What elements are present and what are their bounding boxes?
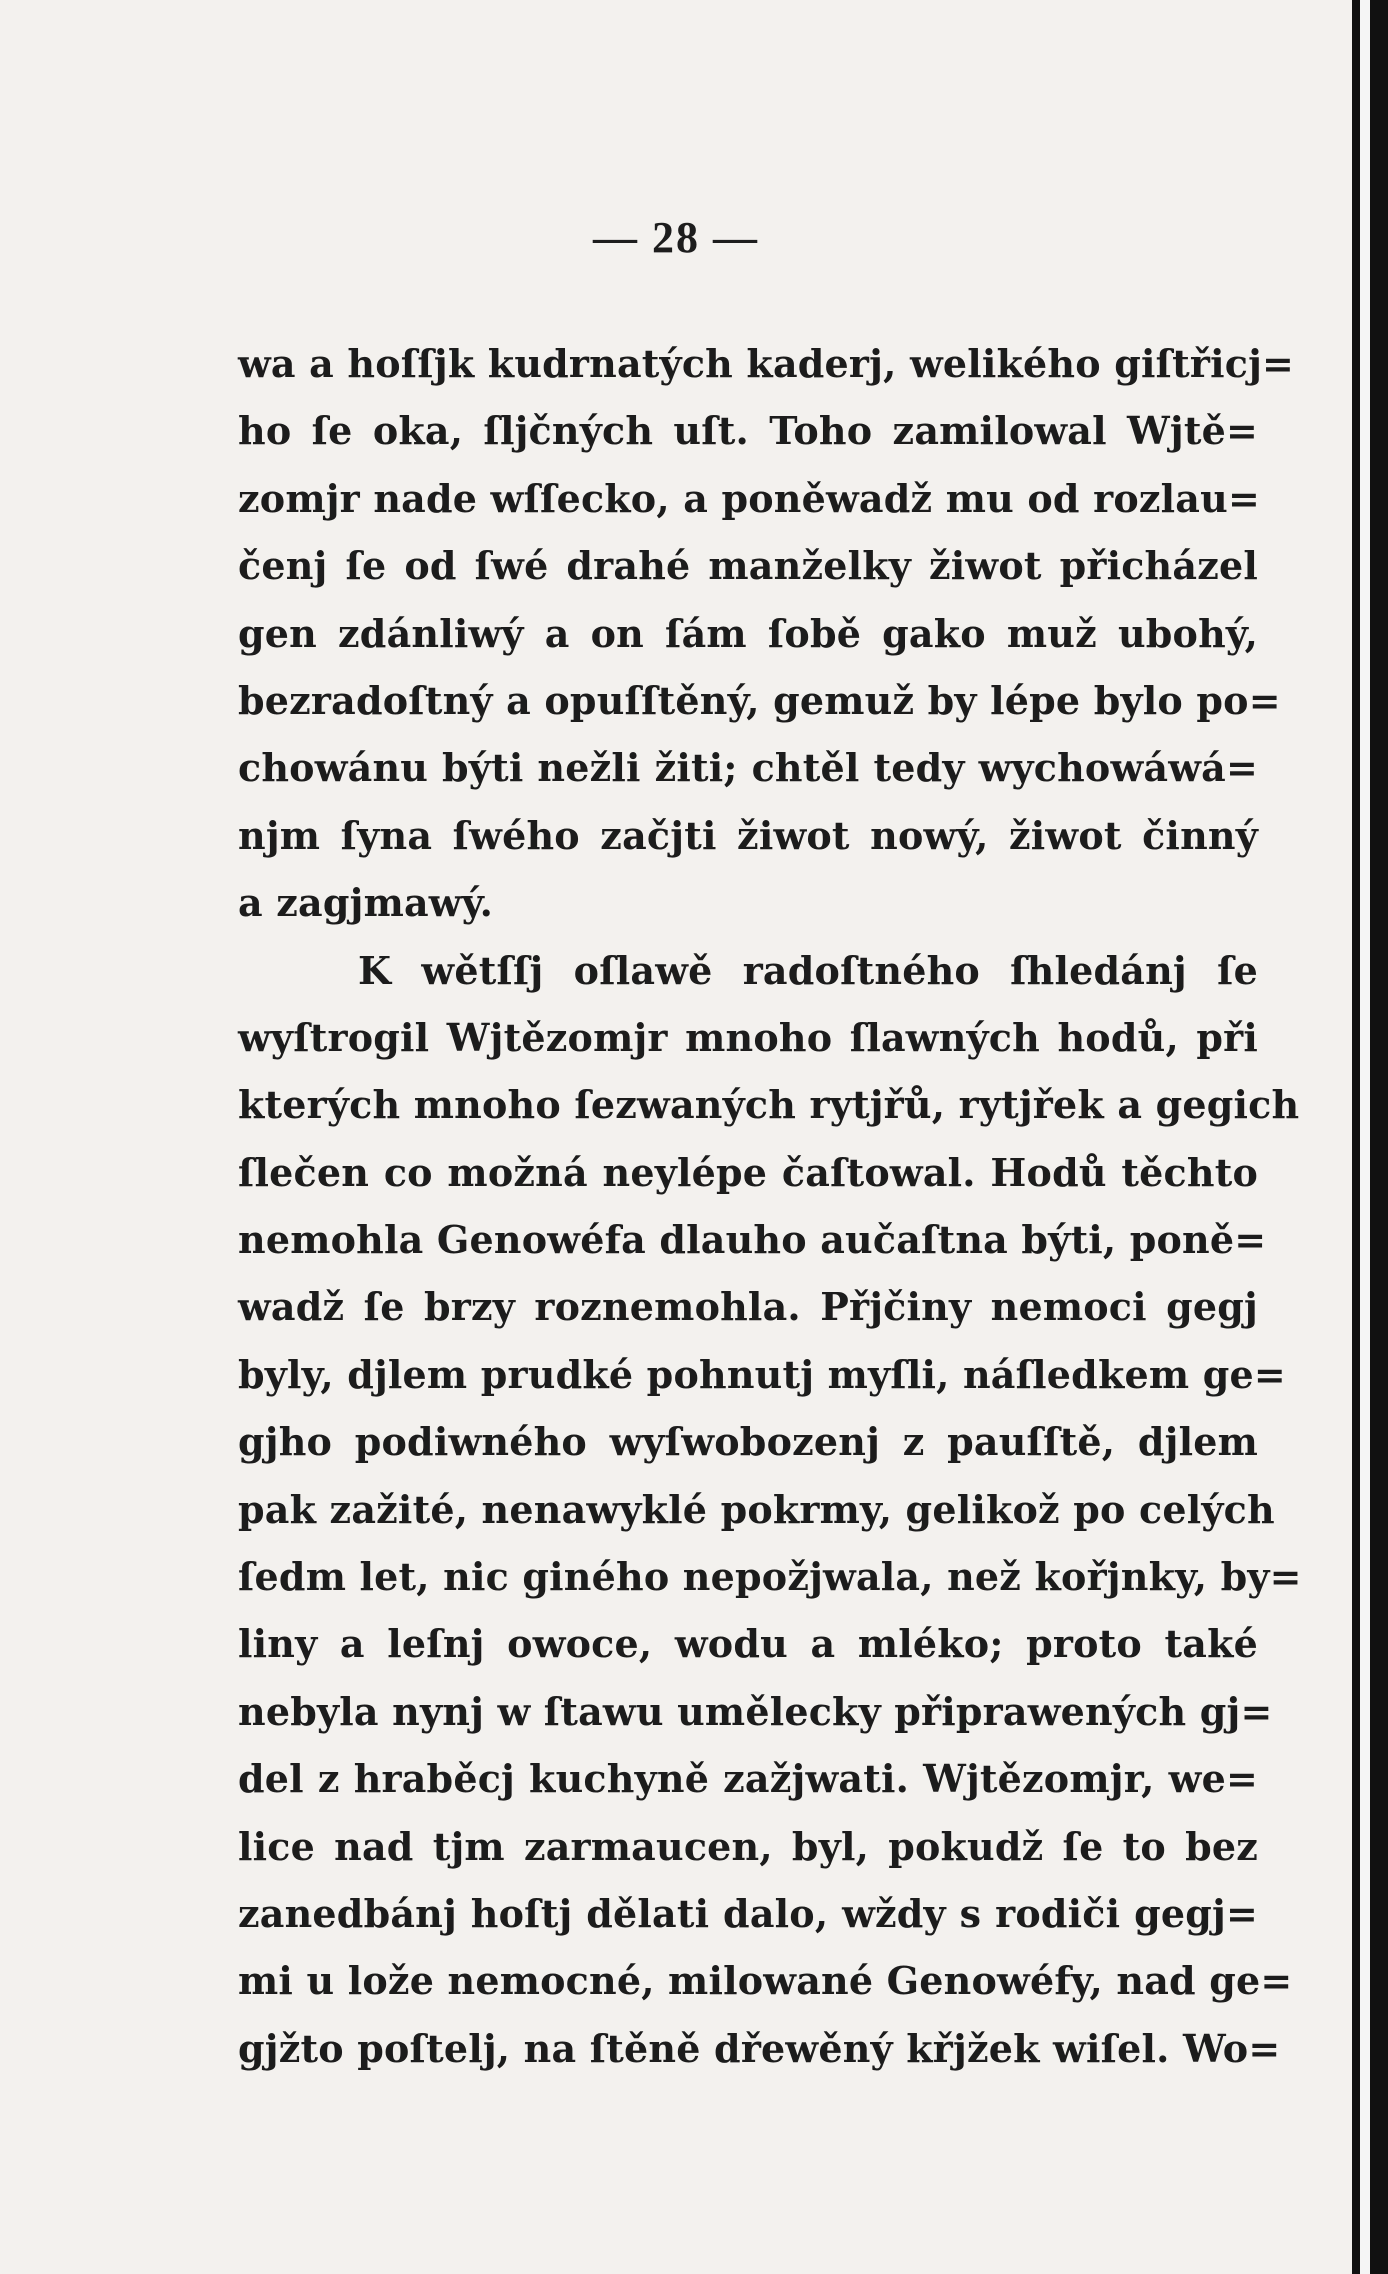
text-line: njm ſyna ſwého začjti žiwot nowý, žiwot činný: [238, 812, 1258, 858]
text-line: čenj ſe od ſwé drahé manželky žiwot přicházel: [238, 543, 1258, 589]
text-line: kterých mnoho ſezwaných rytjřů, rytjřek a gegich: [238, 1082, 1300, 1128]
text-line: chowánu býti nežli žiti; chtěl tedy wychowáwá=: [238, 745, 1258, 791]
text-line: del z hraběcj kuchyně zažjwati. Wjtězomjr, we=: [238, 1756, 1258, 1802]
page-number: — 28 —: [593, 213, 759, 262]
text-line: zomjr nade wſſecko, a poněwadž mu od rozlau=: [238, 475, 1260, 521]
page-edge-strip: [1360, 0, 1370, 2274]
text-line: wadž ſe brzy roznemohla. Přjčiny nemoci gegj: [238, 1284, 1258, 1330]
text-line: wa a hoſſjk kudrnatých kaderj, welikého giſtřicj=: [238, 341, 1295, 386]
text-line: bezradoſtný a opuſſtěný, gemuž by lépe bylo po=: [238, 677, 1281, 723]
text-line: byly, djlem prudké pohnutj myſli, náſledkem ge=: [238, 1351, 1286, 1397]
text-line: a zagjmawý.: [238, 880, 494, 926]
text-line: gen zdánliwý a on ſám ſobě gako muž ubohý,: [238, 610, 1258, 656]
text-line: nebyla nynj w ſtawu umělecky připrawených gj=: [238, 1688, 1273, 1734]
text-line: ſedm let, nic giného nepožjwala, než kořjnky, by=: [238, 1554, 1302, 1600]
text-line: gjžto poſtelj, na ſtěně dřewěný křjžek wiſel. Wo=: [238, 2025, 1281, 2071]
text-line: lice nad tjm zarmaucen, byl, pokudž ſe to bez: [238, 1823, 1258, 1869]
text-line: mi u lože nemocné, milowané Genowéfy, nad ge=: [238, 1958, 1293, 2004]
body-text: [238, 330, 1302, 2082]
text-line: zanedbánj hoſtj dělati dalo, wždy s rodiči gegj=: [238, 1890, 1258, 1936]
text-line: nemohla Genowéfa dlauho aučaſtna býti, poně=: [238, 1217, 1267, 1263]
text-line: K wětſſj oſlawě radoſtného ſhledánj ſe: [358, 947, 1258, 993]
text-line: gjho podiwného wyſwobozenj z pauſſtě, djlem: [238, 1419, 1258, 1465]
text-line: liny a leſnj owoce, wodu a mléko; proto také: [238, 1621, 1258, 1667]
text-line: ho ſe oka, ſljčných uſt. Toho zamilowal Wjtě=: [238, 408, 1258, 454]
text-line: ſlečen co možná neylépe čaſtowal. Hodů těchto: [238, 1149, 1258, 1195]
page-edge-shadow: [1352, 0, 1388, 2274]
text-line: wyſtrogil Wjtězomjr mnoho ſlawných hodů, při: [238, 1014, 1258, 1060]
text-line: pak zažité, nenawyklé pokrmy, gelikož po celých: [238, 1486, 1275, 1532]
